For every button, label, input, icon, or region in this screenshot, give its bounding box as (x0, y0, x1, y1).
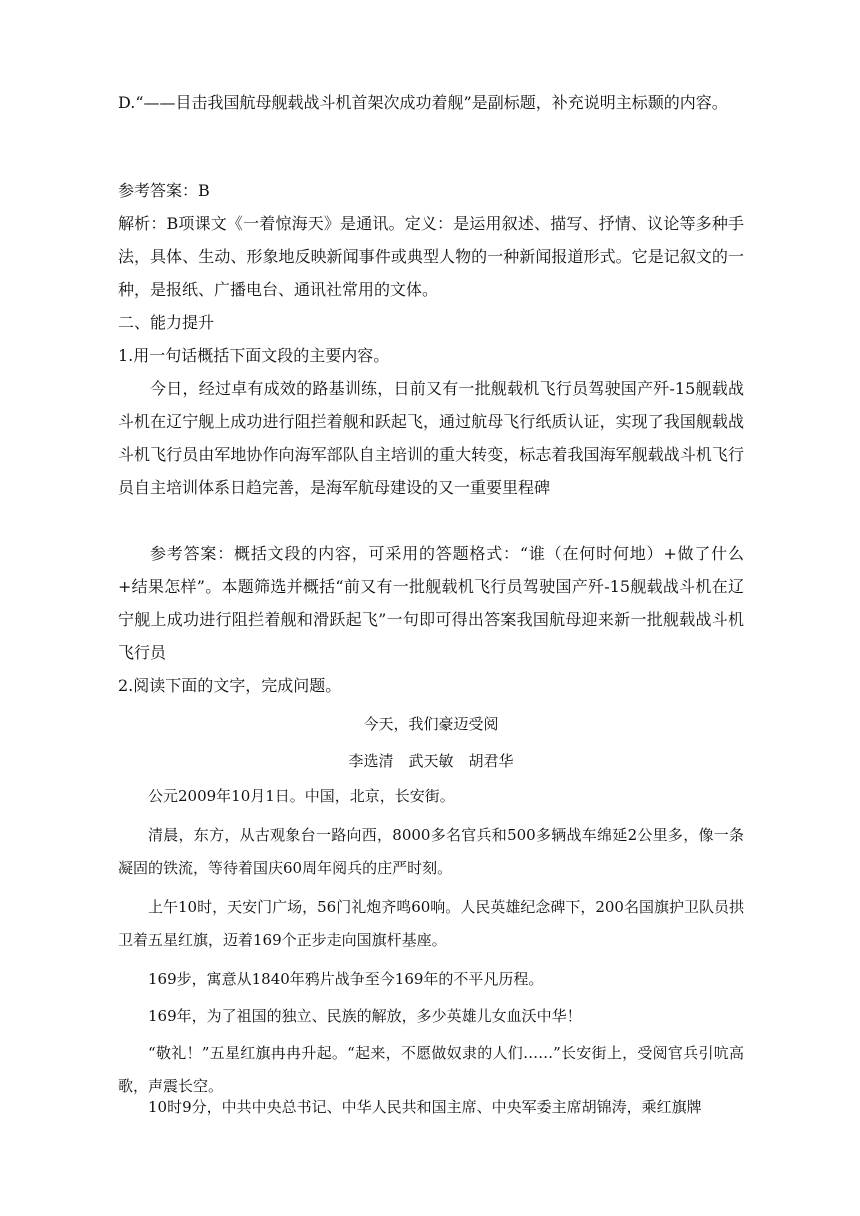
article-title: 今天，我们豪迈受阅 (363, 715, 499, 733)
question-2: 2.阅读下面的文字，完成问题。 (118, 676, 342, 695)
article-paragraph: 上午10时，天安门广场，56门礼炮齐鸣60响。人民英雄纪念碑下，200名国旗护卫队员拱卫着五星红旗，迈着169个正步走向国旗杆基座。 (118, 898, 744, 949)
article-paragraph: 169年，为了祖国的独立、民族的解放，多少英雄儿女血沃中华！ (148, 1007, 582, 1025)
article-paragraph: 169步，寓意从1840年鸦片战争至今169年的不平凡历程。 (148, 970, 544, 988)
section-heading: 二、能力提升 (118, 313, 215, 332)
article-paragraph: 公元2009年10月1日。中国，北京，长安街。 (148, 787, 455, 805)
answer-1: 参考答案：B (118, 181, 210, 200)
question-1: 1.用一句话概括下面文段的主要内容。 (118, 346, 390, 365)
option-d: D.“——目击我国航母舰载战斗机首架次成功着舰”是副标题，补充说明主标颞的内容。 (118, 93, 728, 112)
question-1-answer: 参考答案：概括文段的内容，可采用的答题格式：“谁（在何时何地）+做了什么+结果怎样”。本题筛选并概括“前又有一批舰载机飞行员驾驶国产歼-15舰载战斗机在辽宁舰上成功进行阻拦着舰和滑跃起飞”一句即可得出答案我国航母迎来新一批舰载战斗机飞行员 (118, 544, 744, 662)
question-1-passage: 今日，经过卓有成效的路基训练，日前又有一批舰载机飞行员驾驶国产歼-15舰载战斗机在辽宁舰上成功进行阻拦着舰和跃起飞，通过航母飞行纸质认证，实现了我国舰载战斗机飞行员由军地协作向海军部队自主培训的重大转变，标志着我国海军舰载战斗机飞行员自主培训体系日趋完善，是海军航母建设的又一重要里程碑 (118, 379, 744, 497)
article-paragraph: “敬礼！”五星红旗冉冉升起。“起来，不愿做奴隶的人们……”长安街上，受阅官兵引吭高歌，声震长空。 (118, 1044, 744, 1095)
article-paragraph: 10时9分，中共中央总书记、中华人民共和国主席、中央军委主席胡锦涛，乘红旗牌 (148, 1098, 702, 1116)
article-paragraph: 清晨，东方，从古观象台一路向西，8000多名官兵和500多辆战车绵延2公里多，像一条凝固的铁流，等待着国庆60周年阅兵的庄严时刻。 (118, 826, 744, 877)
analysis-1: 解析：B项课文《一着惊海天》是通讯。定义：是运用叙述、描写、抒情、议论等多种手法，具体、生动、形象地反映新闻事件或典型人物的一种新闻报道形式。它是记叙文的一种，是报纸、广播电台、通讯社常用的文体。 (118, 214, 744, 299)
article-authors: 李选清 武天敏 胡君华 (348, 752, 514, 770)
